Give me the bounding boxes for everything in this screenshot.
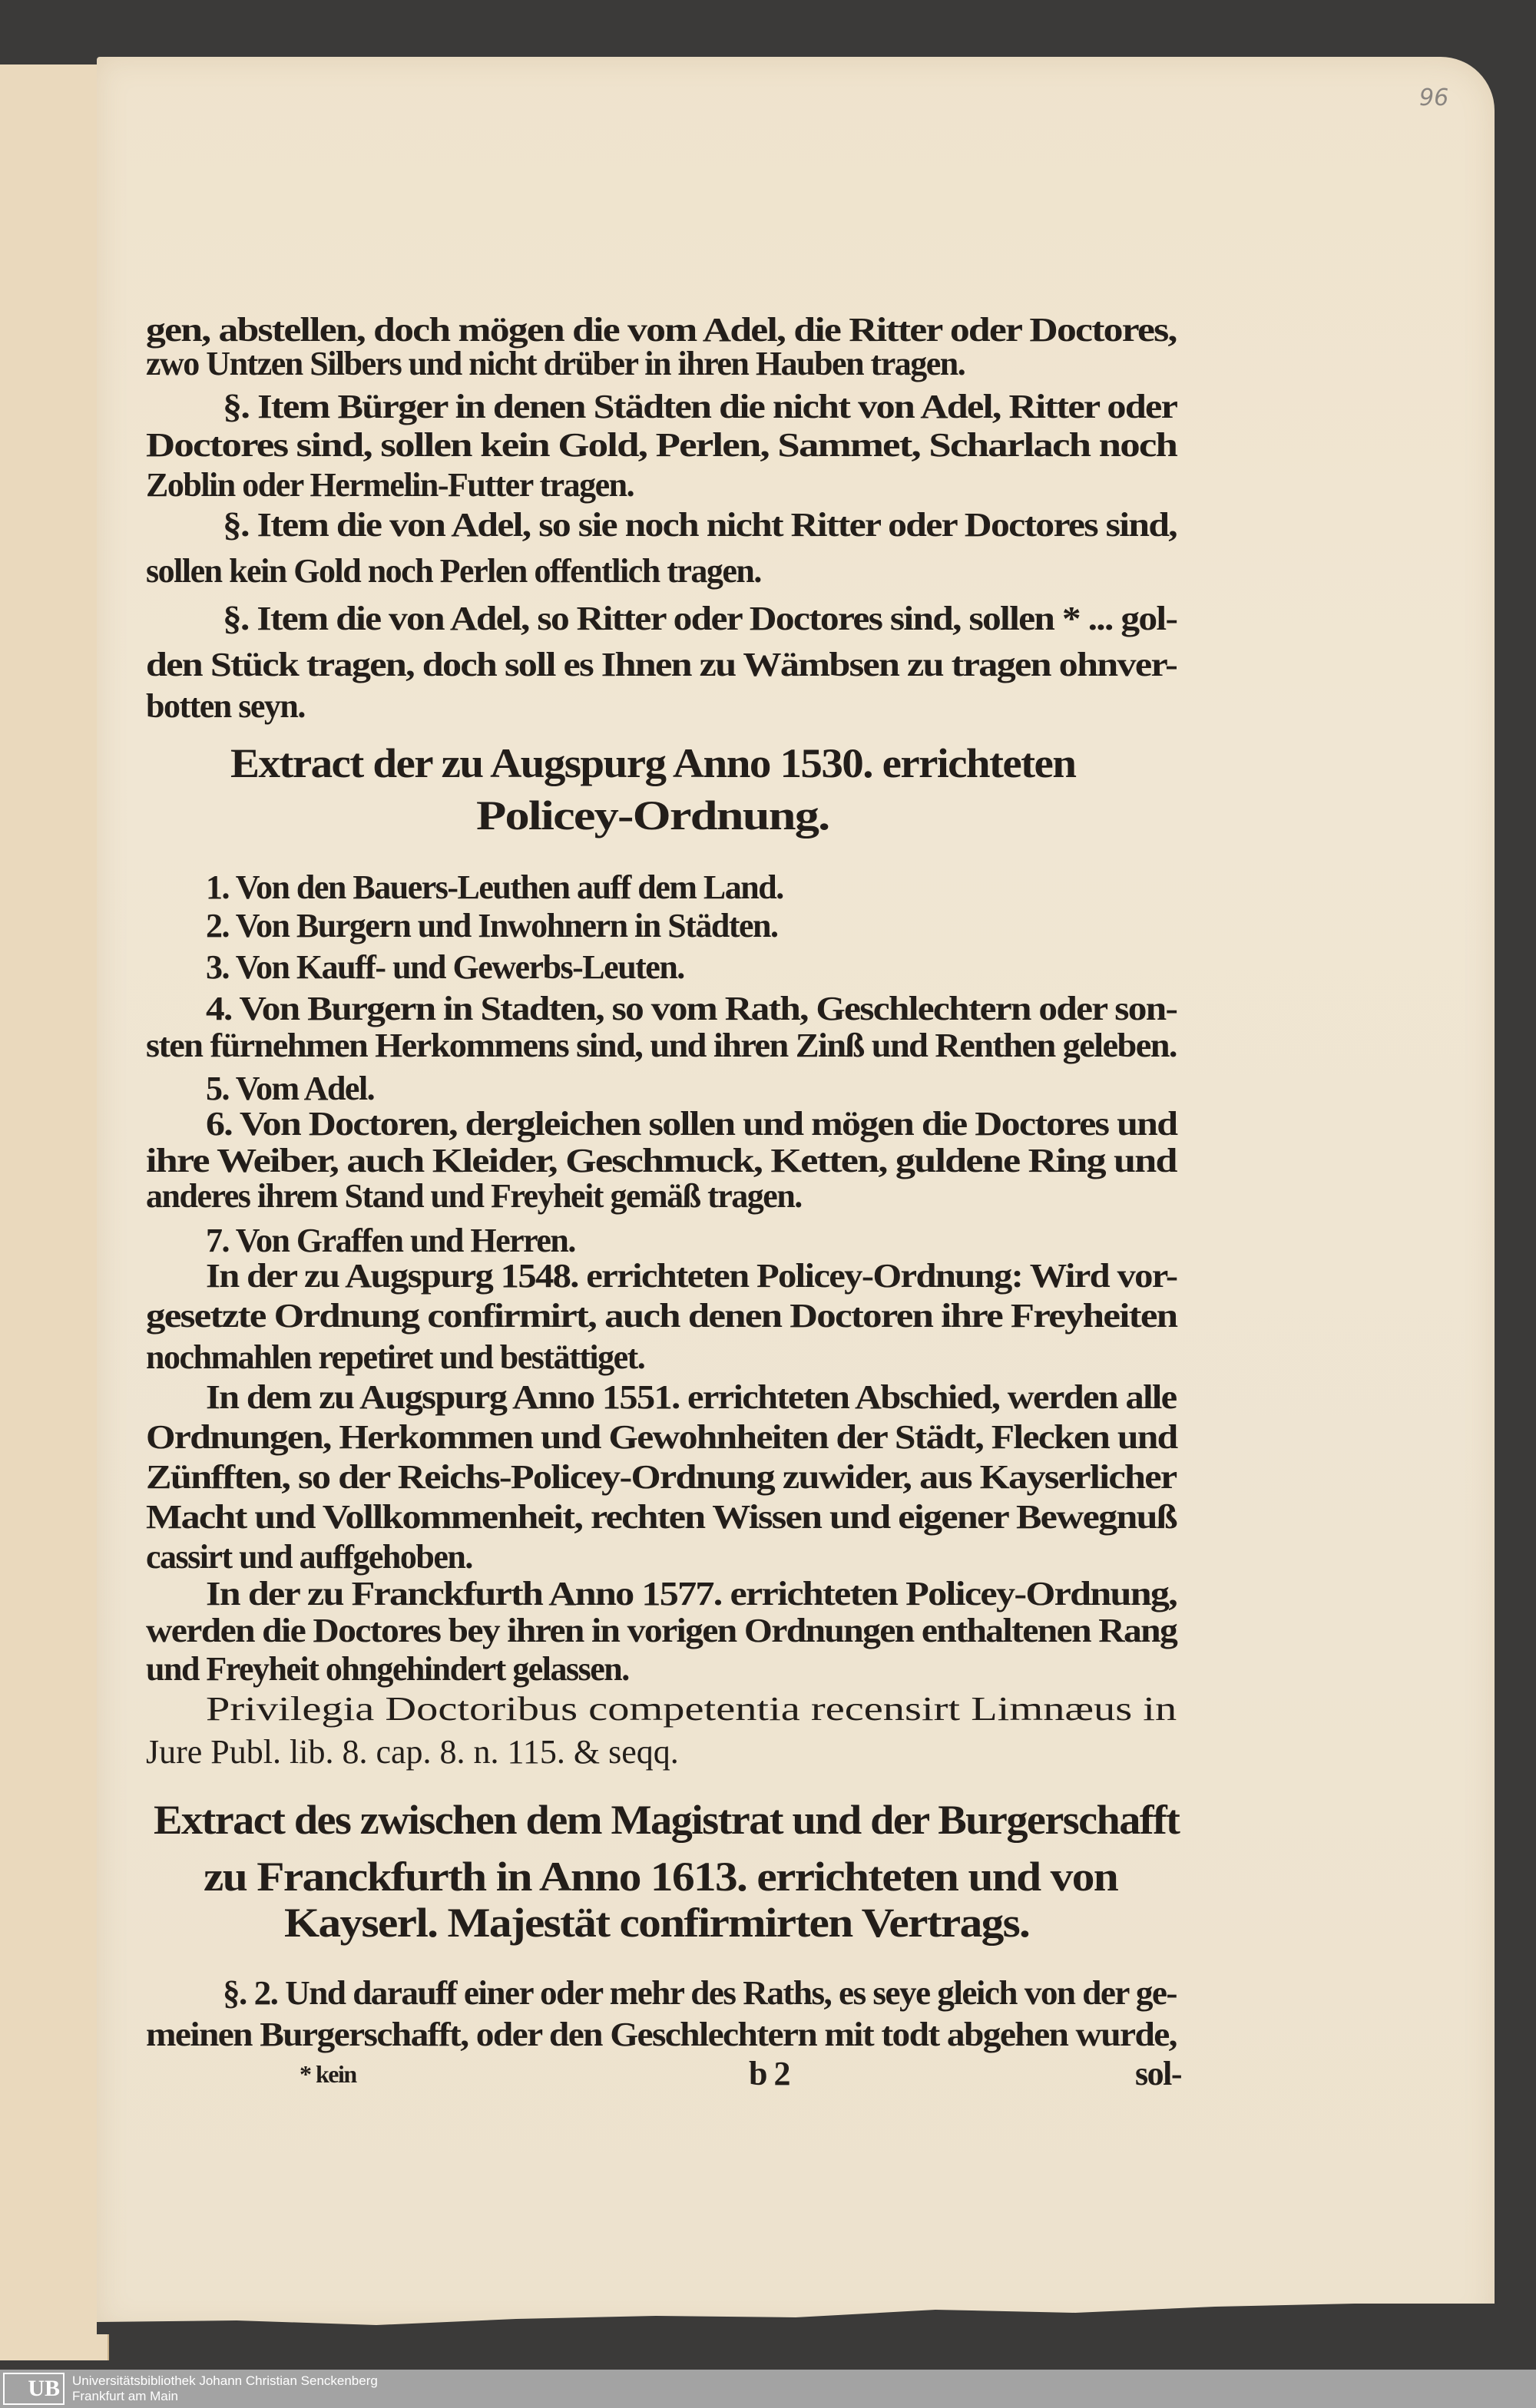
text-line: botten seyn. [146,687,305,725]
footnote-marker: * kein [300,2060,356,2088]
text-line: werden die Doctores bey ihren in vorigen Ordnungen enthaltenen Rang [146,1612,1177,1649]
library-name: Universitätsbibliothek Johann Christian Senckenberg [72,2373,378,2388]
underlying-page-edge [0,64,109,2360]
text-line: Ordnungen, Herkommen und Gewohnheiten der Städt, Flecken und [146,1418,1177,1456]
text-line: Macht und Vollkommenheit, rechten Wissen und eigener Bewegnuß [146,1498,1177,1536]
text-line: ihre Weiber, auch Kleider, Geschmuck, Ketten, guldene Ring und [146,1142,1177,1179]
section-heading: Policey-Ordnung. [476,792,829,838]
text-line: sten fürnehmen Herkommens sind, und ihren Zinß und Renthen geleben. [146,1027,1177,1064]
paragraph-start: §. Item Bürger in denen Städten die nicht von Adel, Ritter oder [223,388,1177,425]
list-item: 4. Von Burgern in Stadten, so vom Rath, Geschlechtern oder son- [206,990,1177,1027]
library-logo: UB [3,2373,65,2405]
paragraph-start: Privilegia Doctoribus competentia recensirt Limnæus in [206,1690,1177,1728]
text-line: Zoblin oder Hermelin-Futter tragen. [146,466,634,504]
text-line: gen, abstellen, doch mögen die vom Adel, die Ritter oder Doctores, [146,311,1177,349]
text-line: zwo Untzen Silbers und nicht drüber in ihren Hauben tragen. [146,345,965,382]
catchword: sol- [1135,2055,1181,2092]
paragraph-start: §. 2. Und darauff einer oder mehr des Raths, es seye gleich von der ge- [223,1974,1177,2012]
paragraph-start: §. Item die von Adel, so sie noch nicht Ritter oder Doctores sind, [223,506,1177,544]
section-heading: Kayserl. Majestät confirmirten Vertrags. [284,1900,1030,1946]
list-item: 5. Vom Adel. [206,1070,375,1107]
list-item: 2. Von Burgern und Inwohnern in Städten. [206,907,778,944]
paragraph-start: §. Item die von Adel, so Ritter oder Doctores sind, sollen * ... gol- [223,600,1177,637]
paragraph-start: In der zu Augspurg 1548. errichteten Policey-Ordnung: Wird vor- [206,1257,1177,1295]
text-line: Doctores sind, sollen kein Gold, Perlen, Sammet, Scharlach noch [146,426,1177,464]
text-line: anderes ihrem Stand und Freyheit gemäß tragen. [146,1177,802,1215]
list-item: 7. Von Graffen und Herren. [206,1222,575,1259]
list-item: 6. Von Doctoren, dergleichen sollen und mögen die Doctores und [206,1105,1177,1143]
text-line: Jure Publ. lib. 8. cap. 8. n. 115. & seqq. [146,1733,679,1771]
text-line: gesetzte Ordnung confirmirt, auch denen Doctoren ihre Freyheiten [146,1297,1177,1335]
text-line: den Stück tragen, doch soll es Ihnen zu Wämbsen zu tragen ohnver- [146,646,1177,683]
text-line: meinen Burgerschafft, oder den Geschlechtern mit todt abgehen wurde, [146,2016,1177,2053]
section-heading: zu Franckfurth in Anno 1613. errichteten und von [204,1854,1118,1900]
paragraph-start: In der zu Franckfurth Anno 1577. errichteten Policey-Ordnung, [206,1575,1177,1612]
library-city: Frankfurt am Main [72,2389,178,2403]
list-item: 3. Von Kauff- und Gewerbs-Leuten. [206,948,684,986]
text-line: sollen kein Gold noch Perlen offentlich tragen. [146,552,761,590]
section-heading: Extract der zu Augspurg Anno 1530. errichteten [230,740,1076,786]
list-item: 1. Von den Bauers-Leuthen auff dem Land. [206,868,783,906]
library-footer [0,2370,1536,2408]
text-line: nochmahlen repetiret und bestättiget. [146,1338,645,1376]
text-line: und Freyheit ohngehindert gelassen. [146,1650,629,1688]
paragraph-start: In dem zu Augspurg Anno 1551. errichteten Abschied, werden alle [206,1378,1177,1416]
text-line: cassirt und auffgehoben. [146,1538,472,1576]
section-heading: Extract des zwischen dem Magistrat und der Burgerschafft [154,1797,1180,1843]
signature-mark: b 2 [749,2055,790,2092]
folio-number: 96 [1419,84,1449,111]
text-line: Zünfften, so der Reichs-Policey-Ordnung zuwider, aus Kayserlicher [146,1458,1177,1496]
